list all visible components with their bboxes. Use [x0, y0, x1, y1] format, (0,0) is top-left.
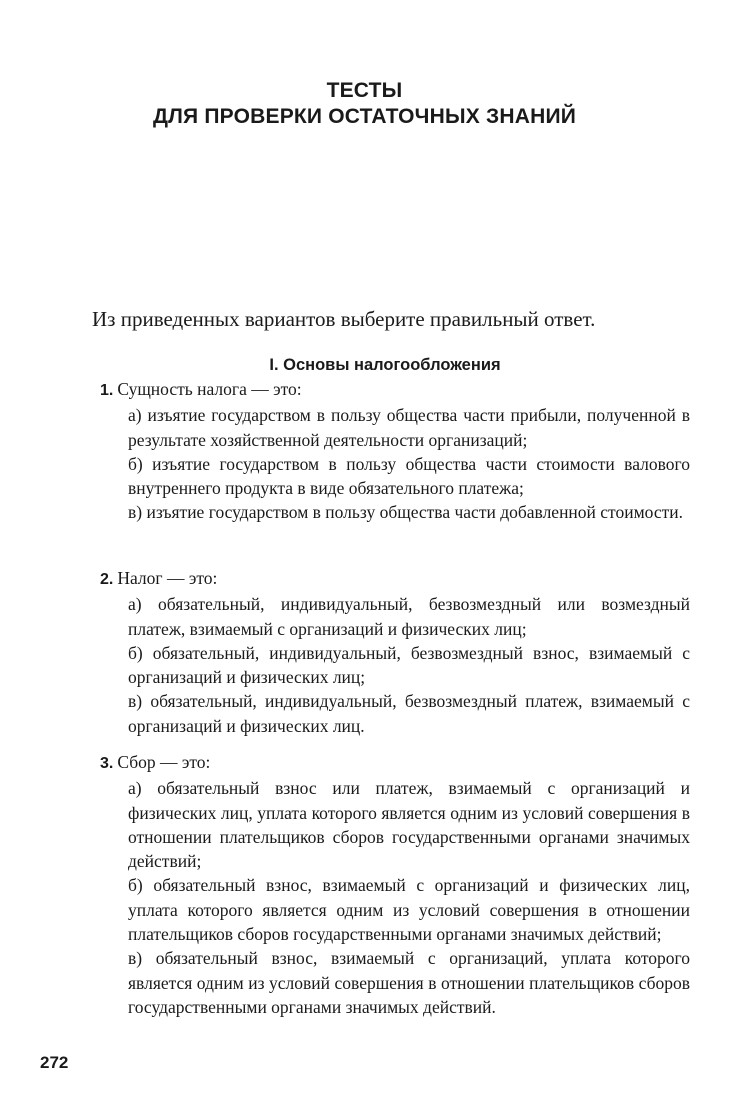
question-2-head — [100, 566, 690, 592]
section-heading: I. Основы налогообложения — [269, 356, 501, 374]
answer-option-b: б) обязательный взнос, взимаемый с организаций и физических лиц, уплата которого является одним из условий совершения в отношении плательщиков сборов государственными органами значимых действий; — [128, 875, 690, 945]
answer-option-b: б) обязательный, индивидуальный, безвозмездный взнос, взимаемый с организаций и физических лиц; — [128, 642, 690, 688]
question-number: 2. — [100, 571, 114, 588]
question-2 — [100, 566, 690, 738]
question-text: Сбор — это: — [117, 752, 211, 772]
answer-option-c: в) изъятие государством в пользу общества части добавленной стоимости. — [128, 502, 684, 523]
question-1 — [100, 377, 690, 525]
answer-option-a: а) обязательный, индивидуальный, безвозмездный или возмездный платеж, взимаемый с организаций и физических лиц; — [128, 594, 690, 639]
question-3-head — [100, 750, 690, 776]
question-3-options — [100, 776, 690, 1019]
page-title-line-2: ДЛЯ ПРОВЕРКИ ОСТАТОЧНЫХ ЗНАНИЙ — [152, 105, 577, 128]
question-1-head — [100, 377, 690, 403]
page-number: 272 — [40, 1053, 69, 1072]
question-text: Налог — это: — [117, 568, 218, 588]
instruction-text: Из приведенных вариантов выберите правильный ответ. — [92, 307, 596, 331]
question-number: 1. — [100, 382, 114, 399]
question-text: Сущность налога — это: — [117, 379, 302, 399]
answer-option-c: в) обязательный взнос, взимаемый с организаций, уплата которого является одним из условий совершения в отношении плательщиков сборов государственными органами значимых действий. — [128, 948, 690, 1017]
answer-option-b: б) изъятие государством в пользу общества части стоимости валового внутреннего продукта в виде обязательного платежа; — [128, 453, 690, 499]
page-title-line-1: ТЕСТЫ — [326, 79, 403, 102]
answer-option-a: а) изъятие государством в пользу общества части прибыли, полученной в результате хозяйственной деятельности организаций; — [128, 405, 690, 450]
question-2-options — [100, 592, 690, 738]
question-1-options — [100, 403, 690, 524]
answer-option-a: а) обязательный взнос или платеж, взимаемый с организаций и физических лиц, уплата которого является одним из условий совершения в отношении плательщиков сборов государственными органами значимых действий; — [128, 778, 690, 872]
question-3 — [100, 750, 690, 1019]
answer-option-c: в) обязательный, индивидуальный, безвозмездный платеж, взимаемый с организаций и физических лиц. — [128, 691, 690, 736]
question-number: 3. — [100, 755, 114, 772]
